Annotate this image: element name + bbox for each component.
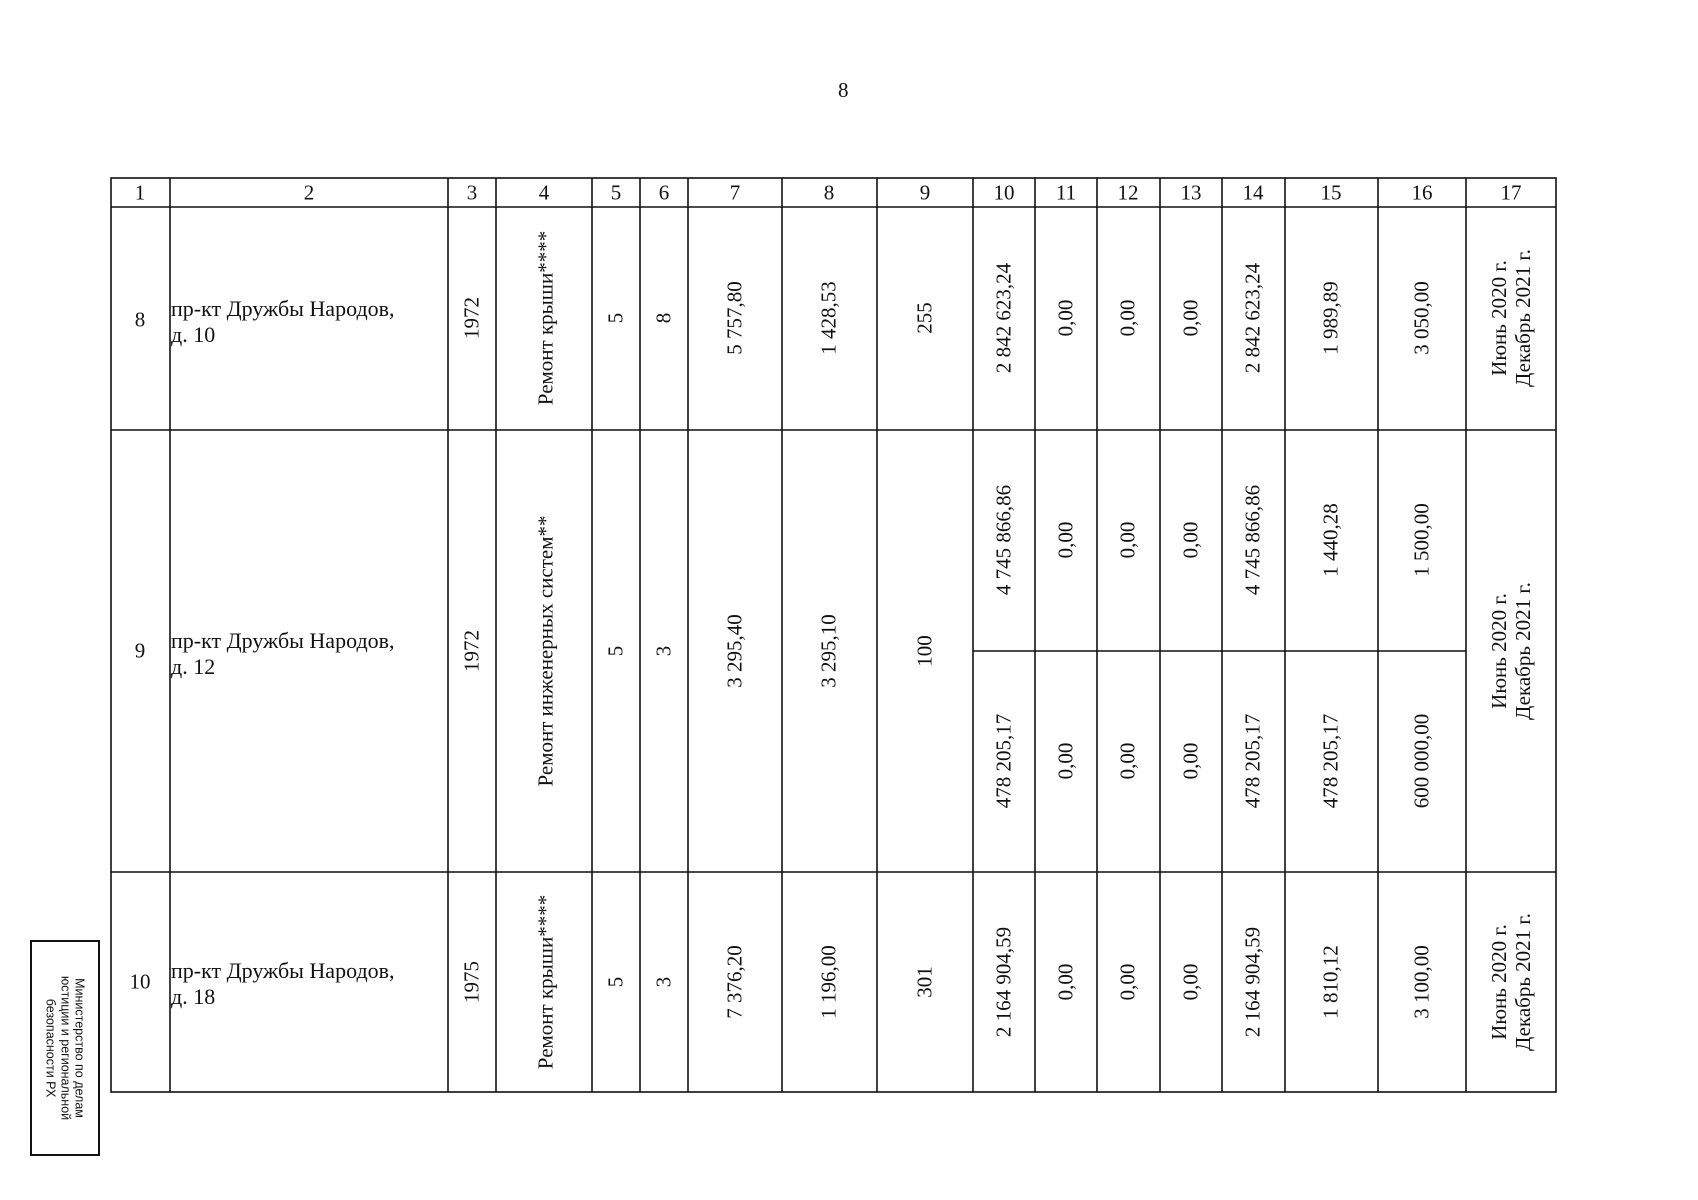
period-line: Декабрь 2021 г. (1511, 249, 1535, 387)
value-cell: 100 (912, 635, 937, 667)
period-line: Декабрь 2021 г. (1511, 582, 1535, 720)
period-line: Декабрь 2021 г. (1511, 913, 1535, 1051)
value-cell: 3 100,00 (1409, 945, 1434, 1019)
year-cell: 1972 (459, 297, 484, 339)
period-cell (1487, 249, 1535, 387)
page-number: 8 (838, 78, 849, 102)
value-cell: 3 (651, 645, 676, 657)
value-cell: 3 295,40 (722, 614, 747, 688)
stamp-line: Министерство по делам (72, 978, 87, 1118)
address-cell (171, 628, 395, 681)
value-cell: 0,00 (1115, 742, 1140, 780)
address-line: пр-кт Дружбы Народов, (171, 958, 395, 983)
value-cell: 478 205,17 (1318, 713, 1343, 809)
header-cell: 6 (658, 180, 670, 205)
value-cell: 5 (603, 976, 628, 988)
stamp-text (43, 976, 86, 1120)
value-cell: 5 (603, 645, 628, 657)
header-cell: 14 (1242, 180, 1264, 205)
value-cell: 0,00 (1053, 299, 1078, 337)
value-cell: 600 000,00 (1409, 713, 1434, 809)
header-cell: 8 (823, 180, 835, 205)
header-cell: 9 (919, 180, 931, 205)
value-cell: 4 745 866,86 (1240, 484, 1265, 596)
value-cell: 0,00 (1178, 521, 1203, 559)
stamp-line: юстиции и региональной (58, 975, 73, 1121)
value-cell: 2 164 904,59 (1240, 926, 1265, 1038)
header-cell: 5 (610, 180, 622, 205)
value-cell: 1 989,89 (1318, 281, 1343, 355)
work-type-cell: Ремонт инженерных систем** (533, 515, 558, 787)
value-cell: 1 196,00 (816, 945, 841, 1019)
registration-stamp (30, 940, 100, 1156)
period-line: Июнь 2020 г. (1486, 260, 1511, 376)
header-cell: 3 (466, 180, 478, 205)
year-cell: 1975 (459, 961, 484, 1003)
value-cell: 255 (912, 302, 937, 334)
value-cell: 2 164 904,59 (991, 926, 1016, 1038)
address-line: д. 18 (171, 984, 216, 1010)
value-cell: 0,00 (1178, 742, 1203, 780)
value-cell: 7 376,20 (722, 945, 747, 1019)
header-cell: 4 (538, 180, 550, 205)
header-cell: 15 (1320, 180, 1342, 205)
value-cell: 2 842 623,24 (991, 262, 1016, 374)
address-line: пр-кт Дружбы Народов, (171, 296, 395, 321)
value-cell: 4 745 866,86 (991, 484, 1016, 596)
header-cell: 2 (303, 180, 315, 205)
value-cell: 0,00 (1053, 521, 1078, 559)
value-cell: 1 500,00 (1409, 503, 1434, 577)
value-cell: 0,00 (1053, 963, 1078, 1001)
value-cell: 0,00 (1178, 963, 1203, 1001)
header-cell: 16 (1411, 180, 1433, 205)
value-cell: 301 (912, 966, 937, 998)
address-line: д. 10 (171, 322, 216, 348)
value-cell: 0,00 (1178, 299, 1203, 337)
address-line: д. 12 (171, 654, 216, 680)
value-cell: 3 (651, 976, 676, 988)
value-cell: 0,00 (1115, 299, 1140, 337)
year-cell: 1972 (459, 630, 484, 672)
value-cell: 1 428,53 (816, 281, 841, 355)
value-cell: 0,00 (1053, 742, 1078, 780)
value-cell: 478 205,17 (991, 713, 1016, 809)
work-type-cell: Ремонт крыши**** (533, 230, 558, 406)
value-cell: 8 (651, 312, 676, 324)
row-number: 8 (134, 307, 146, 332)
header-cell: 13 (1180, 180, 1202, 205)
address-cell (171, 958, 395, 1011)
address-line: пр-кт Дружбы Народов, (171, 628, 395, 653)
stamp-line: безопасности РХ (43, 998, 58, 1098)
header-cell: 7 (729, 180, 741, 205)
header-cell: 12 (1117, 180, 1139, 205)
header-cell: 11 (1055, 180, 1077, 205)
header-cell: 10 (993, 180, 1015, 205)
period-line: Июнь 2020 г. (1486, 924, 1511, 1040)
row-number: 10 (129, 969, 151, 994)
value-cell: 3 050,00 (1409, 281, 1434, 355)
row-number: 9 (134, 638, 146, 663)
address-cell (171, 296, 395, 349)
work-type-cell: Ремонт крыши**** (533, 894, 558, 1070)
value-cell: 2 842 623,24 (1240, 262, 1265, 374)
value-cell: 5 757,80 (722, 281, 747, 355)
header-cell: 1 (134, 180, 146, 205)
period-line: Июнь 2020 г. (1486, 593, 1511, 709)
value-cell: 478 205,17 (1240, 713, 1265, 809)
header-cell: 17 (1500, 180, 1522, 205)
value-cell: 5 (603, 312, 628, 324)
period-cell (1487, 913, 1535, 1051)
value-cell: 0,00 (1115, 963, 1140, 1001)
value-cell: 1 440,28 (1318, 503, 1343, 577)
value-cell: 1 810,12 (1318, 945, 1343, 1019)
value-cell: 0,00 (1115, 521, 1140, 559)
value-cell: 3 295,10 (816, 614, 841, 688)
period-cell (1487, 582, 1535, 720)
